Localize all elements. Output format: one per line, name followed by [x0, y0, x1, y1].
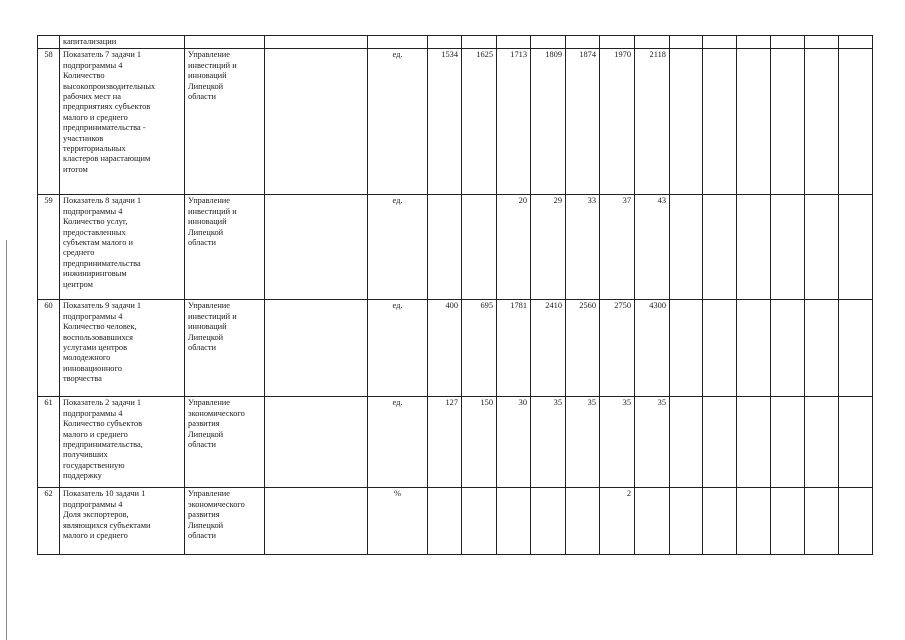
value-cell — [531, 488, 566, 555]
executor-name: Управление инвестиций и инноваций Липецкой области — [185, 195, 265, 300]
indicator-name: Показатель 10 задачи 1 подпрограммы 4 Доля экспортеров, являющихся субъектами малого и среднего — [60, 488, 185, 555]
value-cell — [566, 36, 600, 49]
unit-cell: ед. — [368, 300, 428, 397]
indicator-name: Показатель 2 задачи 1 подпрограммы 4 Количество субъектов малого и среднего предпринимательства, получивших государственную поддержку — [60, 397, 185, 488]
value-cell: 37 — [600, 195, 635, 300]
executor-name: Управление экономического развития Липецкой области — [185, 488, 265, 555]
blank-cell — [265, 300, 368, 397]
value-cell: 1625 — [462, 49, 497, 195]
unit-cell: ед. — [368, 397, 428, 488]
empty-cell — [805, 397, 839, 488]
empty-cell — [737, 397, 771, 488]
value-cell: 2 — [600, 488, 635, 555]
blank-cell — [265, 49, 368, 195]
empty-cell — [805, 49, 839, 195]
table-row — [38, 488, 873, 555]
value-cell: 33 — [566, 195, 600, 300]
empty-cell — [839, 195, 873, 300]
row-number: 61 — [38, 397, 60, 488]
row-number: 59 — [38, 195, 60, 300]
empty-cell — [737, 49, 771, 195]
row-number: 62 — [38, 488, 60, 555]
value-cell — [462, 488, 497, 555]
value-cell — [497, 36, 531, 49]
empty-cell — [839, 488, 873, 555]
empty-cell — [771, 397, 805, 488]
unit-cell: ед. — [368, 49, 428, 195]
empty-cell — [771, 195, 805, 300]
value-cell: 695 — [462, 300, 497, 397]
indicator-name: капитализации — [60, 36, 185, 49]
value-cell: 35 — [531, 397, 566, 488]
empty-cell — [670, 49, 703, 195]
value-cell: 4300 — [635, 300, 670, 397]
executor-name — [185, 36, 265, 49]
value-cell: 1781 — [497, 300, 531, 397]
empty-cell — [670, 300, 703, 397]
value-cell: 30 — [497, 397, 531, 488]
value-cell: 127 — [428, 397, 462, 488]
empty-cell — [737, 300, 771, 397]
empty-cell — [839, 397, 873, 488]
value-cell: 2118 — [635, 49, 670, 195]
empty-cell — [703, 36, 737, 49]
empty-cell — [839, 36, 873, 49]
table-row — [38, 300, 873, 397]
empty-cell — [703, 195, 737, 300]
value-cell: 2560 — [566, 300, 600, 397]
value-cell — [497, 488, 531, 555]
value-cell — [428, 488, 462, 555]
empty-cell — [805, 488, 839, 555]
empty-cell — [670, 36, 703, 49]
value-cell: 35 — [600, 397, 635, 488]
unit-cell: % — [368, 488, 428, 555]
blank-cell — [265, 36, 368, 49]
blank-cell — [265, 195, 368, 300]
value-cell: 1970 — [600, 49, 635, 195]
value-cell: 2750 — [600, 300, 635, 397]
value-cell — [428, 195, 462, 300]
executor-name: Управление инвестиций и инноваций Липецкой области — [185, 49, 265, 195]
empty-cell — [737, 488, 771, 555]
empty-cell — [670, 488, 703, 555]
executor-name: Управление экономического развития Липецкой области — [185, 397, 265, 488]
value-cell: 1713 — [497, 49, 531, 195]
value-cell — [600, 36, 635, 49]
empty-cell — [670, 195, 703, 300]
value-cell: 400 — [428, 300, 462, 397]
empty-cell — [771, 36, 805, 49]
value-cell — [462, 195, 497, 300]
value-cell: 35 — [566, 397, 600, 488]
empty-cell — [703, 397, 737, 488]
executor-name: Управление инвестиций и инноваций Липецкой области — [185, 300, 265, 397]
value-cell: 43 — [635, 195, 670, 300]
empty-cell — [703, 300, 737, 397]
value-cell — [635, 36, 670, 49]
indicator-name: Показатель 8 задачи 1 подпрограммы 4 Количество услуг, предоставленных субъектам малого и среднего предпринимательства инжиниринговым центром — [60, 195, 185, 300]
value-cell — [635, 488, 670, 555]
empty-cell — [771, 300, 805, 397]
value-cell — [428, 36, 462, 49]
value-cell — [462, 36, 497, 49]
value-cell: 1874 — [566, 49, 600, 195]
indicator-name: Показатель 9 задачи 1 подпрограммы 4 Количество человек, воспользовавшихся услугами центров молодежного инновационного творчества — [60, 300, 185, 397]
empty-cell — [703, 49, 737, 195]
unit-cell: ед. — [368, 195, 428, 300]
empty-cell — [737, 195, 771, 300]
empty-cell — [703, 488, 737, 555]
empty-cell — [670, 397, 703, 488]
empty-cell — [771, 488, 805, 555]
table-row — [38, 49, 873, 195]
value-cell: 20 — [497, 195, 531, 300]
value-cell: 2410 — [531, 300, 566, 397]
value-cell: 29 — [531, 195, 566, 300]
blank-cell — [265, 397, 368, 488]
empty-cell — [805, 300, 839, 397]
empty-cell — [839, 300, 873, 397]
value-cell: 35 — [635, 397, 670, 488]
value-cell — [566, 488, 600, 555]
scan-edge-line — [6, 240, 7, 640]
indicators-table — [37, 35, 873, 555]
row-number: 58 — [38, 49, 60, 195]
empty-cell — [737, 36, 771, 49]
row-number — [38, 36, 60, 49]
value-cell: 150 — [462, 397, 497, 488]
empty-cell — [839, 49, 873, 195]
table-row — [38, 397, 873, 488]
table-row — [38, 36, 873, 49]
blank-cell — [265, 488, 368, 555]
empty-cell — [805, 36, 839, 49]
indicator-name: Показатель 7 задачи 1 подпрограммы 4 Количество высокопроизводительных рабочих мест на предприятиях субъектов малого и среднего предпринимательства - участников территориальных кластеров нарастающим итогом — [60, 49, 185, 195]
table-body — [38, 36, 873, 555]
value-cell: 1809 — [531, 49, 566, 195]
empty-cell — [805, 195, 839, 300]
table-row — [38, 195, 873, 300]
empty-cell — [771, 49, 805, 195]
value-cell — [531, 36, 566, 49]
value-cell: 1534 — [428, 49, 462, 195]
row-number: 60 — [38, 300, 60, 397]
unit-cell — [368, 36, 428, 49]
